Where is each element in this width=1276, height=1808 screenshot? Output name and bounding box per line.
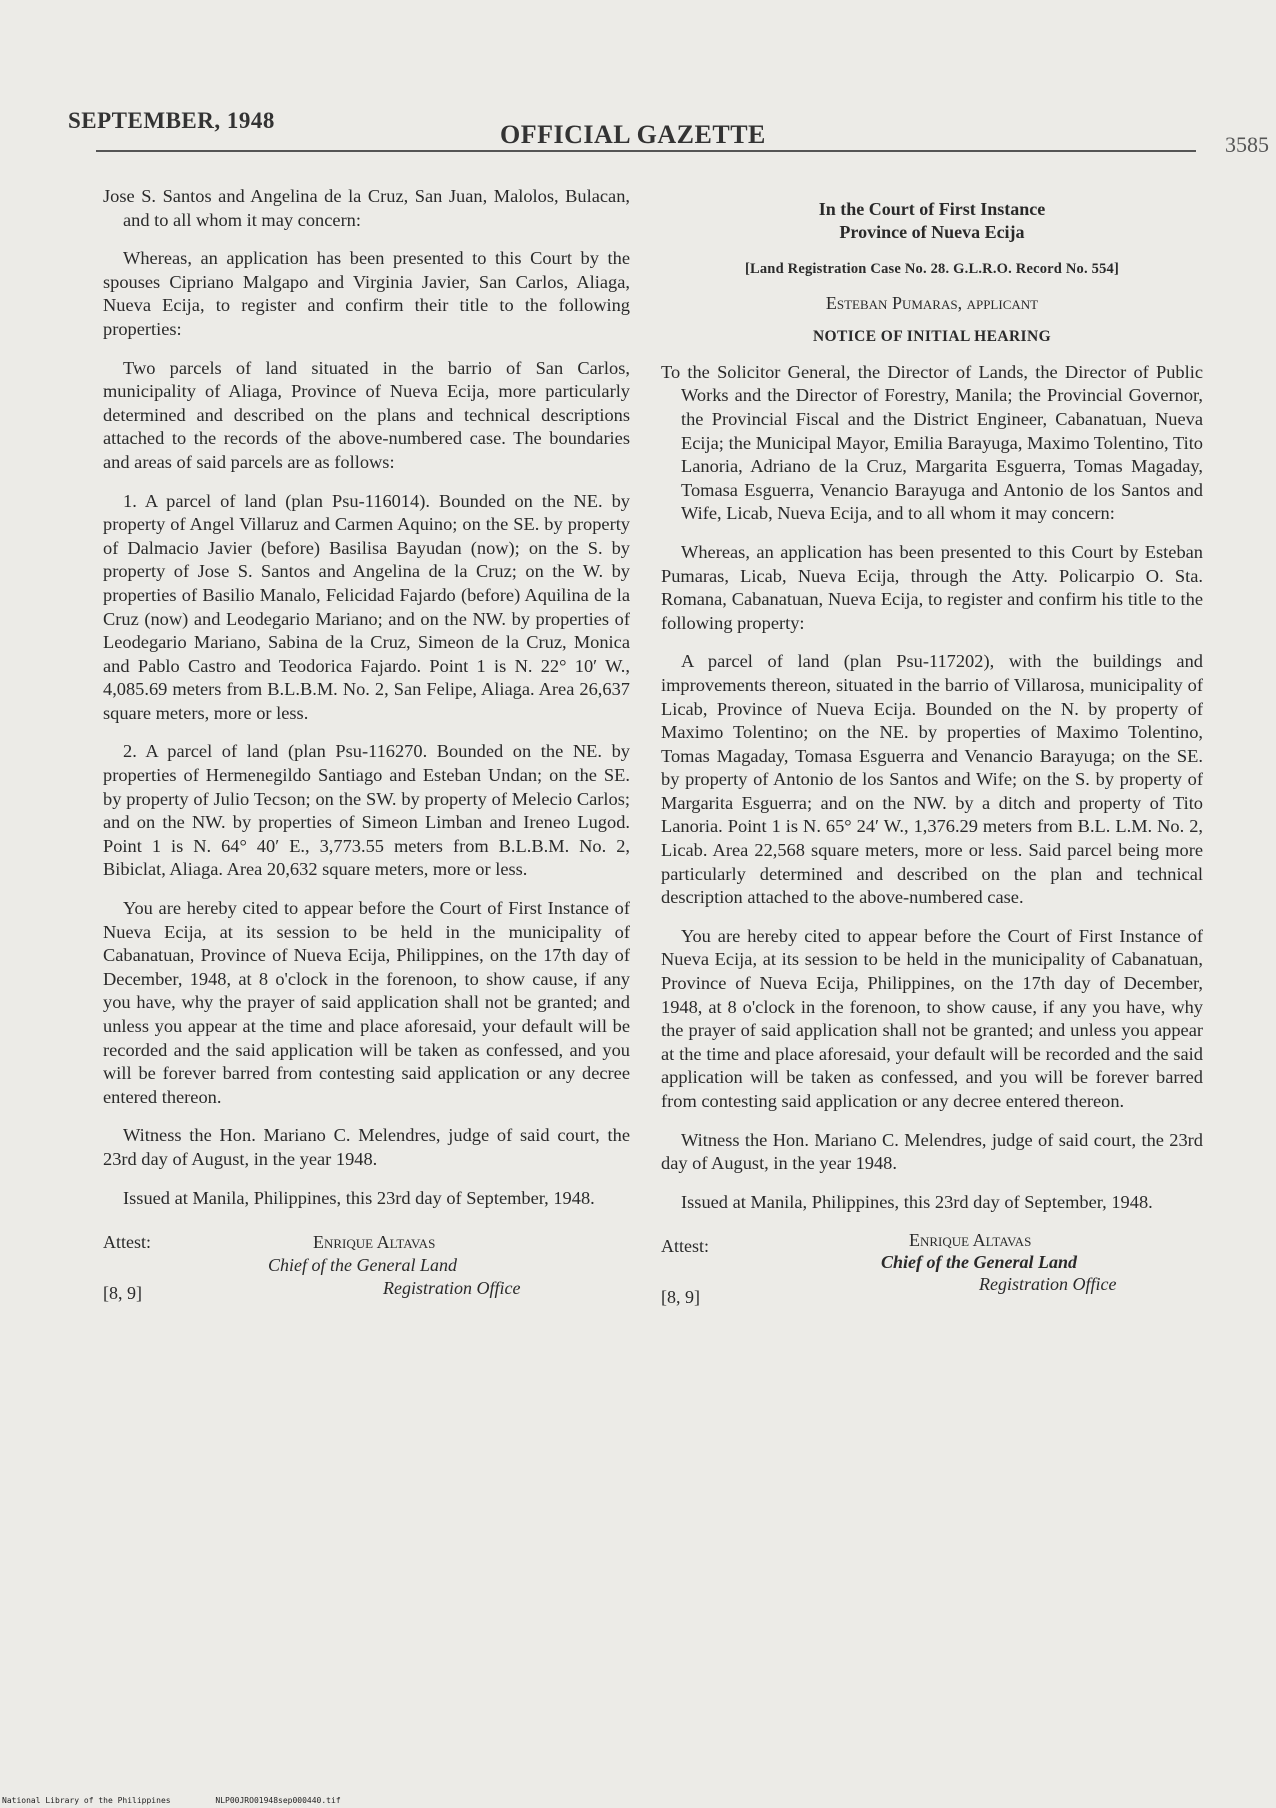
- witness-paragraph: Witness the Hon. Mariano C. Melendres, judge of said court, the 23rd day of August, in the year 1948.: [661, 1129, 1203, 1174]
- court-name: In the Court of First Instance: [818, 199, 1046, 219]
- issued-paragraph: Issued at Manila, Philippines, this 23rd day of September, 1948.: [123, 1187, 595, 1208]
- case-number: [Land Registration Case No. 28. G.L.R.O. Record No. 554]: [744, 261, 1120, 277]
- publication-code: [8, 9]: [103, 1283, 142, 1304]
- notice-heading: NOTICE OF INITIAL HEARING: [812, 328, 1052, 346]
- parcel-2-paragraph: 2. A parcel of land (plan Psu-116270. Bounded on the NE. by properties of Hermenegildo Santiago and Esteban Undan; on the SE. by property of Julio Tecson; on the SW. by property of Melecio Carlos; and on the NW. by properties of Simeon Limban and Ireneo Lugod. Point 1 is N. 64° 40′ E., 3,773.55 meters from B.L.B.M. No. 2, Bibiclat, Aliaga. Area 20,632 square meters, more or less.: [103, 741, 630, 880]
- signer-office: Registration Office: [383, 1278, 521, 1299]
- signer-title: Chief of the General Land: [881, 1252, 1077, 1273]
- header-rule: [96, 150, 1196, 152]
- publication-code: [8, 9]: [661, 1287, 700, 1308]
- scan-filename: NLP00JRO01948sep000440.tif: [215, 1796, 341, 1805]
- signature-block: [103, 1225, 630, 1305]
- header-title: OFFICIAL GAZETTE: [500, 120, 766, 149]
- whereas-paragraph: Whereas, an application has been presented to this Court by the spouses Cipriano Malgapo and Virginia Javier, San Carlos, Aliaga, Nueva Ecija, to register and confirm their title to the following properties:: [103, 248, 630, 339]
- library-credit: National Library of the Philippines: [2, 1796, 171, 1805]
- signature-block: [661, 1229, 1203, 1309]
- addressee-continuation: Jose S. Santos and Angelina de la Cruz, San Juan, Malolos, Bulacan, and to all whom it may concern:: [103, 186, 630, 230]
- signer-name: Enrique Altavas: [313, 1232, 436, 1253]
- citation-paragraph: You are hereby cited to appear before the Court of First Instance of Nueva Ecija, at its session to be held in the municipality of Cabanatuan, Province of Nueva Ecija, Philippines, on the 17th day of December, 1948, at 8 o'clock in the forenoon, to show cause, if any you have, why the prayer of said application shall not be granted; and unless you appear at the time and place aforesaid, your default will be recorded and the said application will be taken as confessed, and you will be forever barred from contesting said application or any decree entered thereon.: [103, 898, 630, 1107]
- parcel-1-paragraph: 1. A parcel of land (plan Psu-116014). Bounded on the NE. by property of Angel Villaruz and Carmen Aquino; on the SE. by property of Dalmacio Javier (before) Basilisa Bayudan (now); on the S. by property of Jose S. Santos and Angelina de la Cruz; on the W. by properties of Basilio Manalo, Felicidad Fajardo (before) Aquilina de la Cruz (now) and Leodegario Mariano; and on the NW. by properties of Leodegario Mariano, Sabina de la Cruz, Simeon de la Cruz, Monica and Pablo Castro and Teodorica Fajardo. Point 1 is N. 22° 10′ W., 4,085.69 meters from B.L.B.M. No. 2, San Felipe, Aliaga. Area 26,637 square meters, more or less.: [103, 490, 630, 723]
- signer-name: Enrique Altavas: [909, 1230, 1032, 1251]
- page-number: 3585: [1225, 132, 1269, 157]
- addressees-paragraph: To the Solicitor General, the Director of Lands, the Director of Public Works and the Director of Forestry, Manila; the Provincial Governor, the Provincial Fiscal and the District Engineer, Cabanatuan, Nueva Ecija; the Municipal Mayor, Emilia Barayuga, Maximo Tolentino, Tito Lanoria, Adriano de la Cruz, Margarita Esguerra, Tomas Magaday, Tomasa Esguerra, Venancio Barayuga and Antonio de los Santos and Wife, Licab, Nueva Ecija, and to all whom it may concern:: [661, 361, 1203, 524]
- parcel-paragraph: A parcel of land (plan Psu-117202), with the buildings and improvements thereon, situated in the barrio of Villarosa, municipality of Licab, Province of Nueva Ecija. Bounded on the N. by property of Maximo Tolentino; on the NE. by properties of Maximo Tolentino, Tomas Magaday, Tomasa Esguerra and Venancio Barayuga; on the SE. by property of Antonio de los Santos and Wife; on the S. by property of Margarita Esguerra; and on the NW. by a ditch and property of Tito Lanoria. Point 1 is N. 65° 24′ W., 1,376.29 meters from B.L. L.M. No. 2, Licab. Area 22,568 square meters, more or less. Said parcel being more particularly determined and described on the plan and technical description attached to the above-numbered case.: [661, 651, 1203, 908]
- issued-paragraph: Issued at Manila, Philippines, this 23rd day of September, 1948.: [681, 1191, 1153, 1212]
- right-column: [661, 198, 1203, 1309]
- attest-label: Attest:: [661, 1236, 709, 1257]
- applicant-line: Esteban Pumaras, applicant: [825, 292, 1039, 313]
- court-province: Province of Nueva Ecija: [839, 222, 1025, 242]
- whereas-paragraph: Whereas, an application has been presented to this Court by Esteban Pumaras, Licab, Nueva Ecija, through the Atty. Policarpio O. Sta. Romana, Cabanatuan, Nueva Ecija, to register and confirm his title to the following property:: [661, 541, 1203, 633]
- parcels-intro-paragraph: Two parcels of land situated in the barrio of San Carlos, municipality of Aliaga, Province of Nueva Ecija, more particularly determined and described on the plans and technical descriptions attached to the records of the above-numbered case. The boundaries and areas of said parcels are as follows:: [103, 357, 630, 472]
- citation-paragraph: You are hereby cited to appear before the Court of First Instance of Nueva Ecija, at its session to be held in the municipality of Cabanatuan, Province of Nueva Ecija, Philippines, on the 17th day of December, 1948, at 8 o'clock in the forenoon, to show cause, if any you have, why the prayer of said application shall not be granted; and unless you appear at the time and place aforesaid, your default will be recorded and the said application will be taken as confessed, and you will be forever barred from contesting said application or any decree entered thereon.: [661, 925, 1203, 1111]
- header-date: SEPTEMBER, 1948: [68, 108, 275, 133]
- witness-paragraph: Witness the Hon. Mariano C. Melendres, judge of said court, the 23rd day of August, in the year 1948.: [103, 1125, 630, 1169]
- left-column: [103, 185, 630, 1305]
- scan-footer: [2, 1796, 381, 1805]
- attest-label: Attest:: [103, 1232, 151, 1253]
- signer-title: Chief of the General Land: [268, 1255, 457, 1276]
- court-heading: [661, 198, 1203, 244]
- signer-office: Registration Office: [979, 1274, 1117, 1295]
